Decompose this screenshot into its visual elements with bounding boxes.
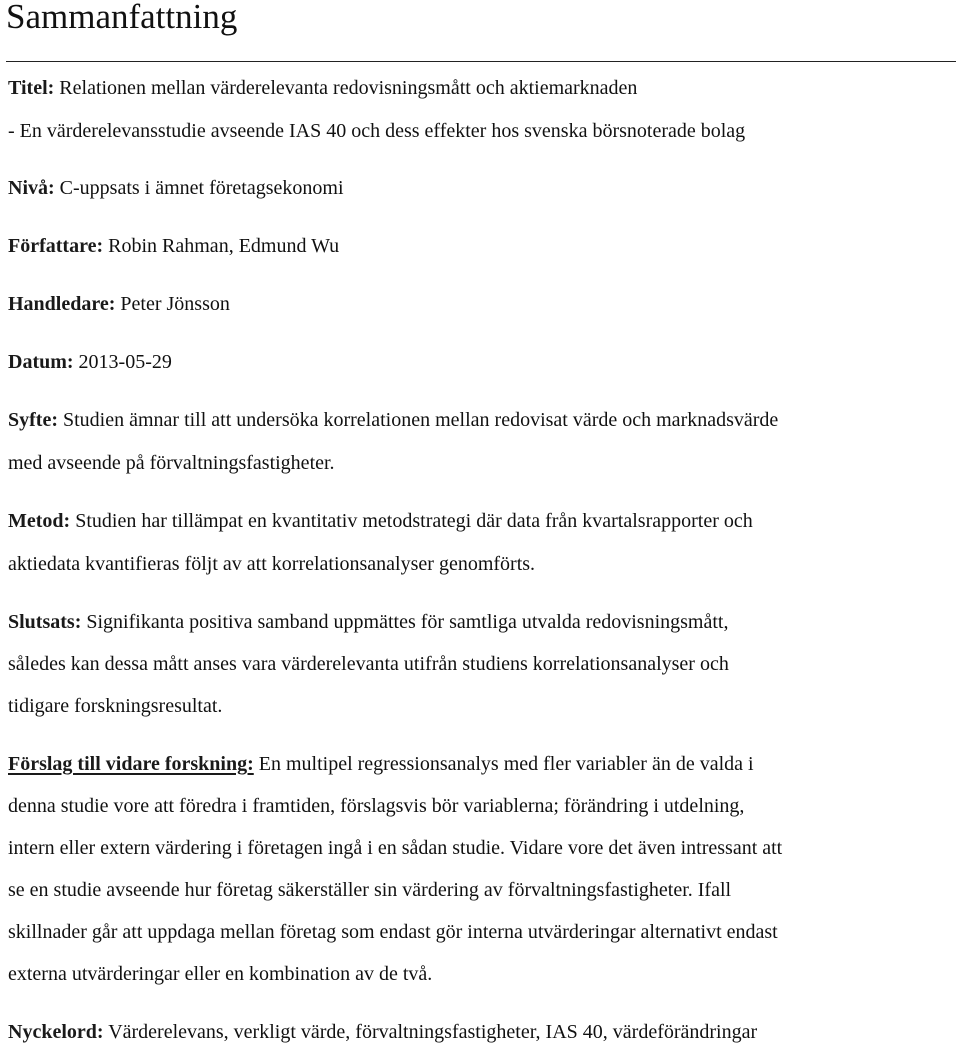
- method-label: Metod:: [8, 510, 71, 532]
- authors-label: Författare:: [8, 235, 104, 257]
- conclusion-line-2: således kan dessa mått anses vara värderelevanta utifrån studiens korrelationsanalyser och: [8, 653, 729, 675]
- further-research-line-3: intern eller extern värdering i företagen ingå i en sådan studie. Vidare vore det även intressant att: [8, 837, 783, 859]
- authors-value: Robin Rahman, Edmund Wu: [108, 235, 340, 257]
- title-line-1: [8, 76, 637, 100]
- title-label: Titel:: [8, 77, 55, 99]
- further-research-value: En multipel regressionsanalys med fler variabler än de valda i: [258, 753, 754, 775]
- date-line: [8, 350, 172, 374]
- keywords-line: [8, 1020, 757, 1044]
- supervisor-line: [8, 292, 230, 316]
- level-label: Nivå:: [8, 177, 55, 199]
- purpose-line-1: [8, 408, 778, 432]
- conclusion-value: Signifikanta positiva samband uppmättes för samtliga utvalda redovisningsmått,: [86, 611, 729, 633]
- supervisor-label: Handledare:: [8, 293, 116, 315]
- level-value: C-uppsats i ämnet företagsekonomi: [59, 177, 344, 199]
- date-value: 2013-05-29: [78, 351, 172, 373]
- purpose-line-2: med avseende på förvaltningsfastigheter.: [8, 452, 335, 474]
- conclusion-label: Slutsats:: [8, 611, 82, 633]
- authors-line: [8, 234, 339, 258]
- keywords-label: Nyckelord:: [8, 1021, 104, 1043]
- further-research-line-4: se en studie avseende hur företag säkerställer sin värdering av förvaltningsfastigheter. Ifall: [8, 879, 732, 901]
- method-line-2: aktiedata kvantifieras följt av att korrelationsanalyser genomförts.: [8, 553, 536, 575]
- heading-rule: [6, 61, 956, 62]
- further-research-line-1: [8, 752, 754, 776]
- conclusion-line-1: [8, 610, 728, 634]
- method-line-1: [8, 509, 753, 533]
- level-line: [8, 176, 344, 200]
- keywords-value: Värderelevans, verkligt värde, förvaltningsfastigheter, IAS 40, värdeförändringar: [108, 1021, 758, 1043]
- further-research-line-6: externa utvärderingar eller en kombination av de två.: [8, 963, 433, 985]
- further-research-label: Förslag till vidare forskning:: [8, 753, 254, 775]
- method-value: Studien har tillämpat en kvantitativ metodstrategi där data från kvartalsrapporter och: [75, 510, 753, 532]
- further-research-line-2: denna studie vore att föredra i framtiden, förslagsvis bör variablerna; förändring i utdelning,: [8, 795, 745, 817]
- title-line-2: - En värderelevansstudie avseende IAS 40 och dess effekter hos svenska börsnoterade bolag: [8, 120, 746, 142]
- supervisor-value: Peter Jönsson: [120, 293, 230, 315]
- conclusion-line-3: tidigare forskningsresultat.: [8, 695, 223, 717]
- purpose-value: Studien ämnar till att undersöka korrelationen mellan redovisat värde och marknadsvärde: [62, 409, 779, 431]
- date-label: Datum:: [8, 351, 74, 373]
- title-value: Relationen mellan värderelevanta redovisningsmått och aktiemarknaden: [59, 77, 638, 99]
- page-heading: Sammanfattning: [6, 0, 238, 36]
- further-research-line-5: skillnader går att uppdaga mellan företag som endast gör interna utvärderingar alternativt endast: [8, 921, 778, 943]
- purpose-label: Syfte:: [8, 409, 58, 431]
